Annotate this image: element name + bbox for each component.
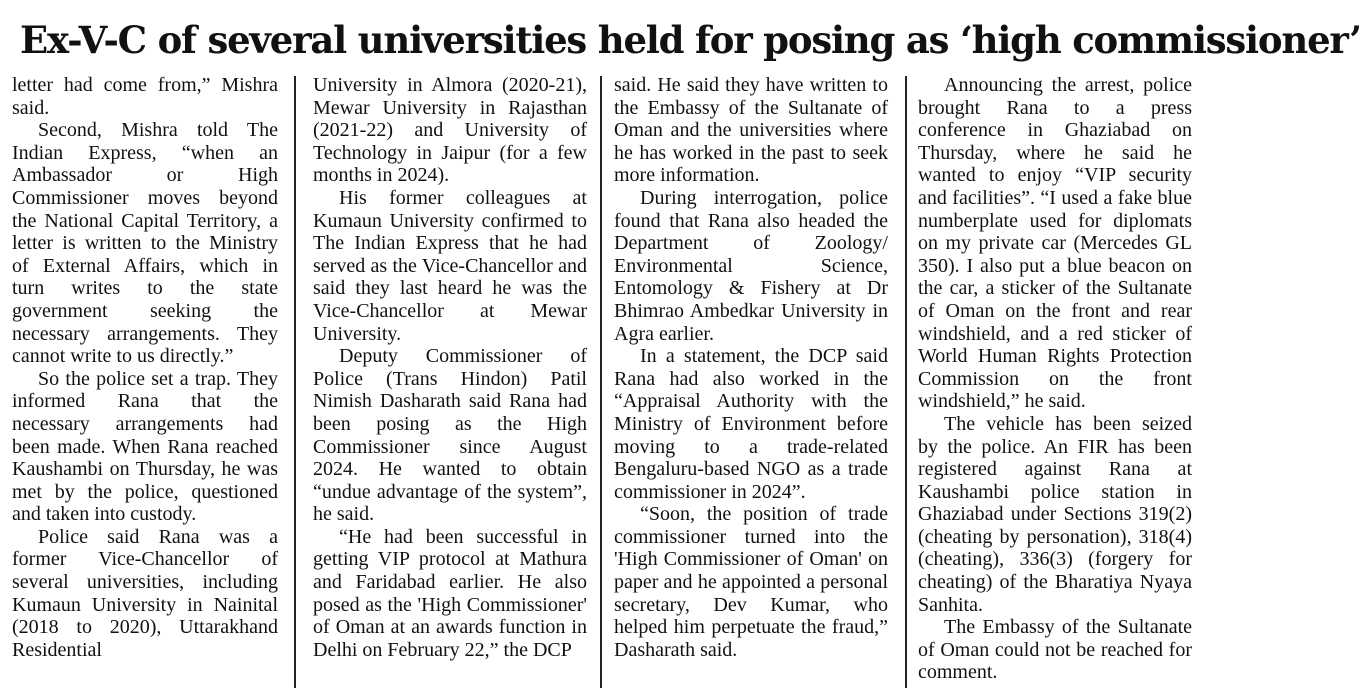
- article-column-2: [313, 74, 587, 694]
- article-paragraph: said. He said they have written to the Embassy of the Sultanate of Oman and the universities where he has worked in the past to seek more information.: [614, 74, 888, 187]
- column-divider: [600, 76, 602, 688]
- headline: Ex-V-C of several universities held for posing as ‘high commissioner’: [20, 18, 1361, 62]
- article-column-1: [12, 74, 278, 694]
- article-paragraph: Deputy Commissioner of Police (Trans Hindon) Patil Nimish Dasharath said Rana had been posing as the High Commissioner since August 2024. He wanted to obtain “undue advantage of the system”, he said.: [313, 345, 587, 526]
- article-column-4: [918, 74, 1192, 694]
- article-paragraph: His former colleagues at Kumaun University confirmed to The Indian Express that he had served as the Vice-Chancellor and said they last heard he was the Vice-Chancellor at Mewar University.: [313, 186, 587, 345]
- article-column-3: [614, 74, 888, 694]
- column-divider: [294, 76, 296, 688]
- article-paragraph: letter had come from,” Mishra said.: [12, 74, 278, 119]
- article-paragraph: In a statement, the DCP said Rana had also worked in the “Appraisal Authority with the Ministry of Environment before moving to a trade-related Bengaluru-based NGO as a trade commissioner in 2024”.: [614, 345, 888, 503]
- article-paragraph: “Soon, the position of trade commissioner turned into the 'High Commissioner of Oman' on paper and he appointed a personal secretary, Dev Kumar, who helped him perpetuate the fraud,” Dasharath said.: [614, 503, 888, 661]
- headline-bar: [10, 8, 1361, 72]
- article-paragraph: “He had been successful in getting VIP protocol at Mathura and Faridabad earlier. He also posed as the 'High Commissioner' of Oman at an awards function in Delhi on February 22,” the DCP: [313, 525, 587, 661]
- article-paragraph: The Embassy of the Sultanate of Oman could not be reached for comment.: [918, 616, 1192, 684]
- article-paragraph: Police said Rana was a former Vice-Chancellor of several universities, including Kumaun University in Nainital (2018 to 2020), Uttarakhand Residential: [12, 525, 278, 661]
- column-divider: [905, 76, 907, 688]
- article-paragraph: University in Almora (2020-21), Mewar University in Rajasthan (2021-22) and University of Technology in Jaipur (for a few months in 2024).: [313, 74, 587, 187]
- article-paragraph: So the police set a trap. They informed Rana that the necessary arrangements had been made. When Rana reached Kaushambi on Thursday, he was met by the police, questioned and taken into custody.: [12, 367, 278, 526]
- article-paragraph: The vehicle has been seized by the police. An FIR has been registered against Rana at Kaushambi police station in Ghaziabad under Sections 319(2) (cheating by personation), 318(4) (cheating), 336(3) (forgery for cheating) of the Bharatiya Nyaya Sanhita.: [918, 412, 1192, 616]
- article-paragraph: Announcing the arrest, police brought Rana to a press conference in Ghaziabad on Thursday, where he said he wanted to enjoy “VIP security and facilities”. “I used a fake blue numberplate used for diplomats on my private car (Mercedes GL 350). I also put a blue beacon on the car, a sticker of the Sultanate of Oman on the front and rear windshield, and a red sticker of World Human Rights Protection Commission on the front windshield,” he said.: [918, 74, 1192, 413]
- article-paragraph: During interrogation, police found that Rana also headed the Department of Zoology/ Environmental Science, Entomology & Fishery at Dr Bhimrao Ambedkar University in Agra earlier.: [614, 186, 888, 345]
- article-paragraph: Second, Mishra told The Indian Express, “when an Ambassador or High Commissioner moves beyond the National Capital Territory, a letter is written to the Ministry of External Affairs, which in turn writes to the state government seeking the necessary arrangements. They cannot write to us directly.”: [12, 119, 278, 368]
